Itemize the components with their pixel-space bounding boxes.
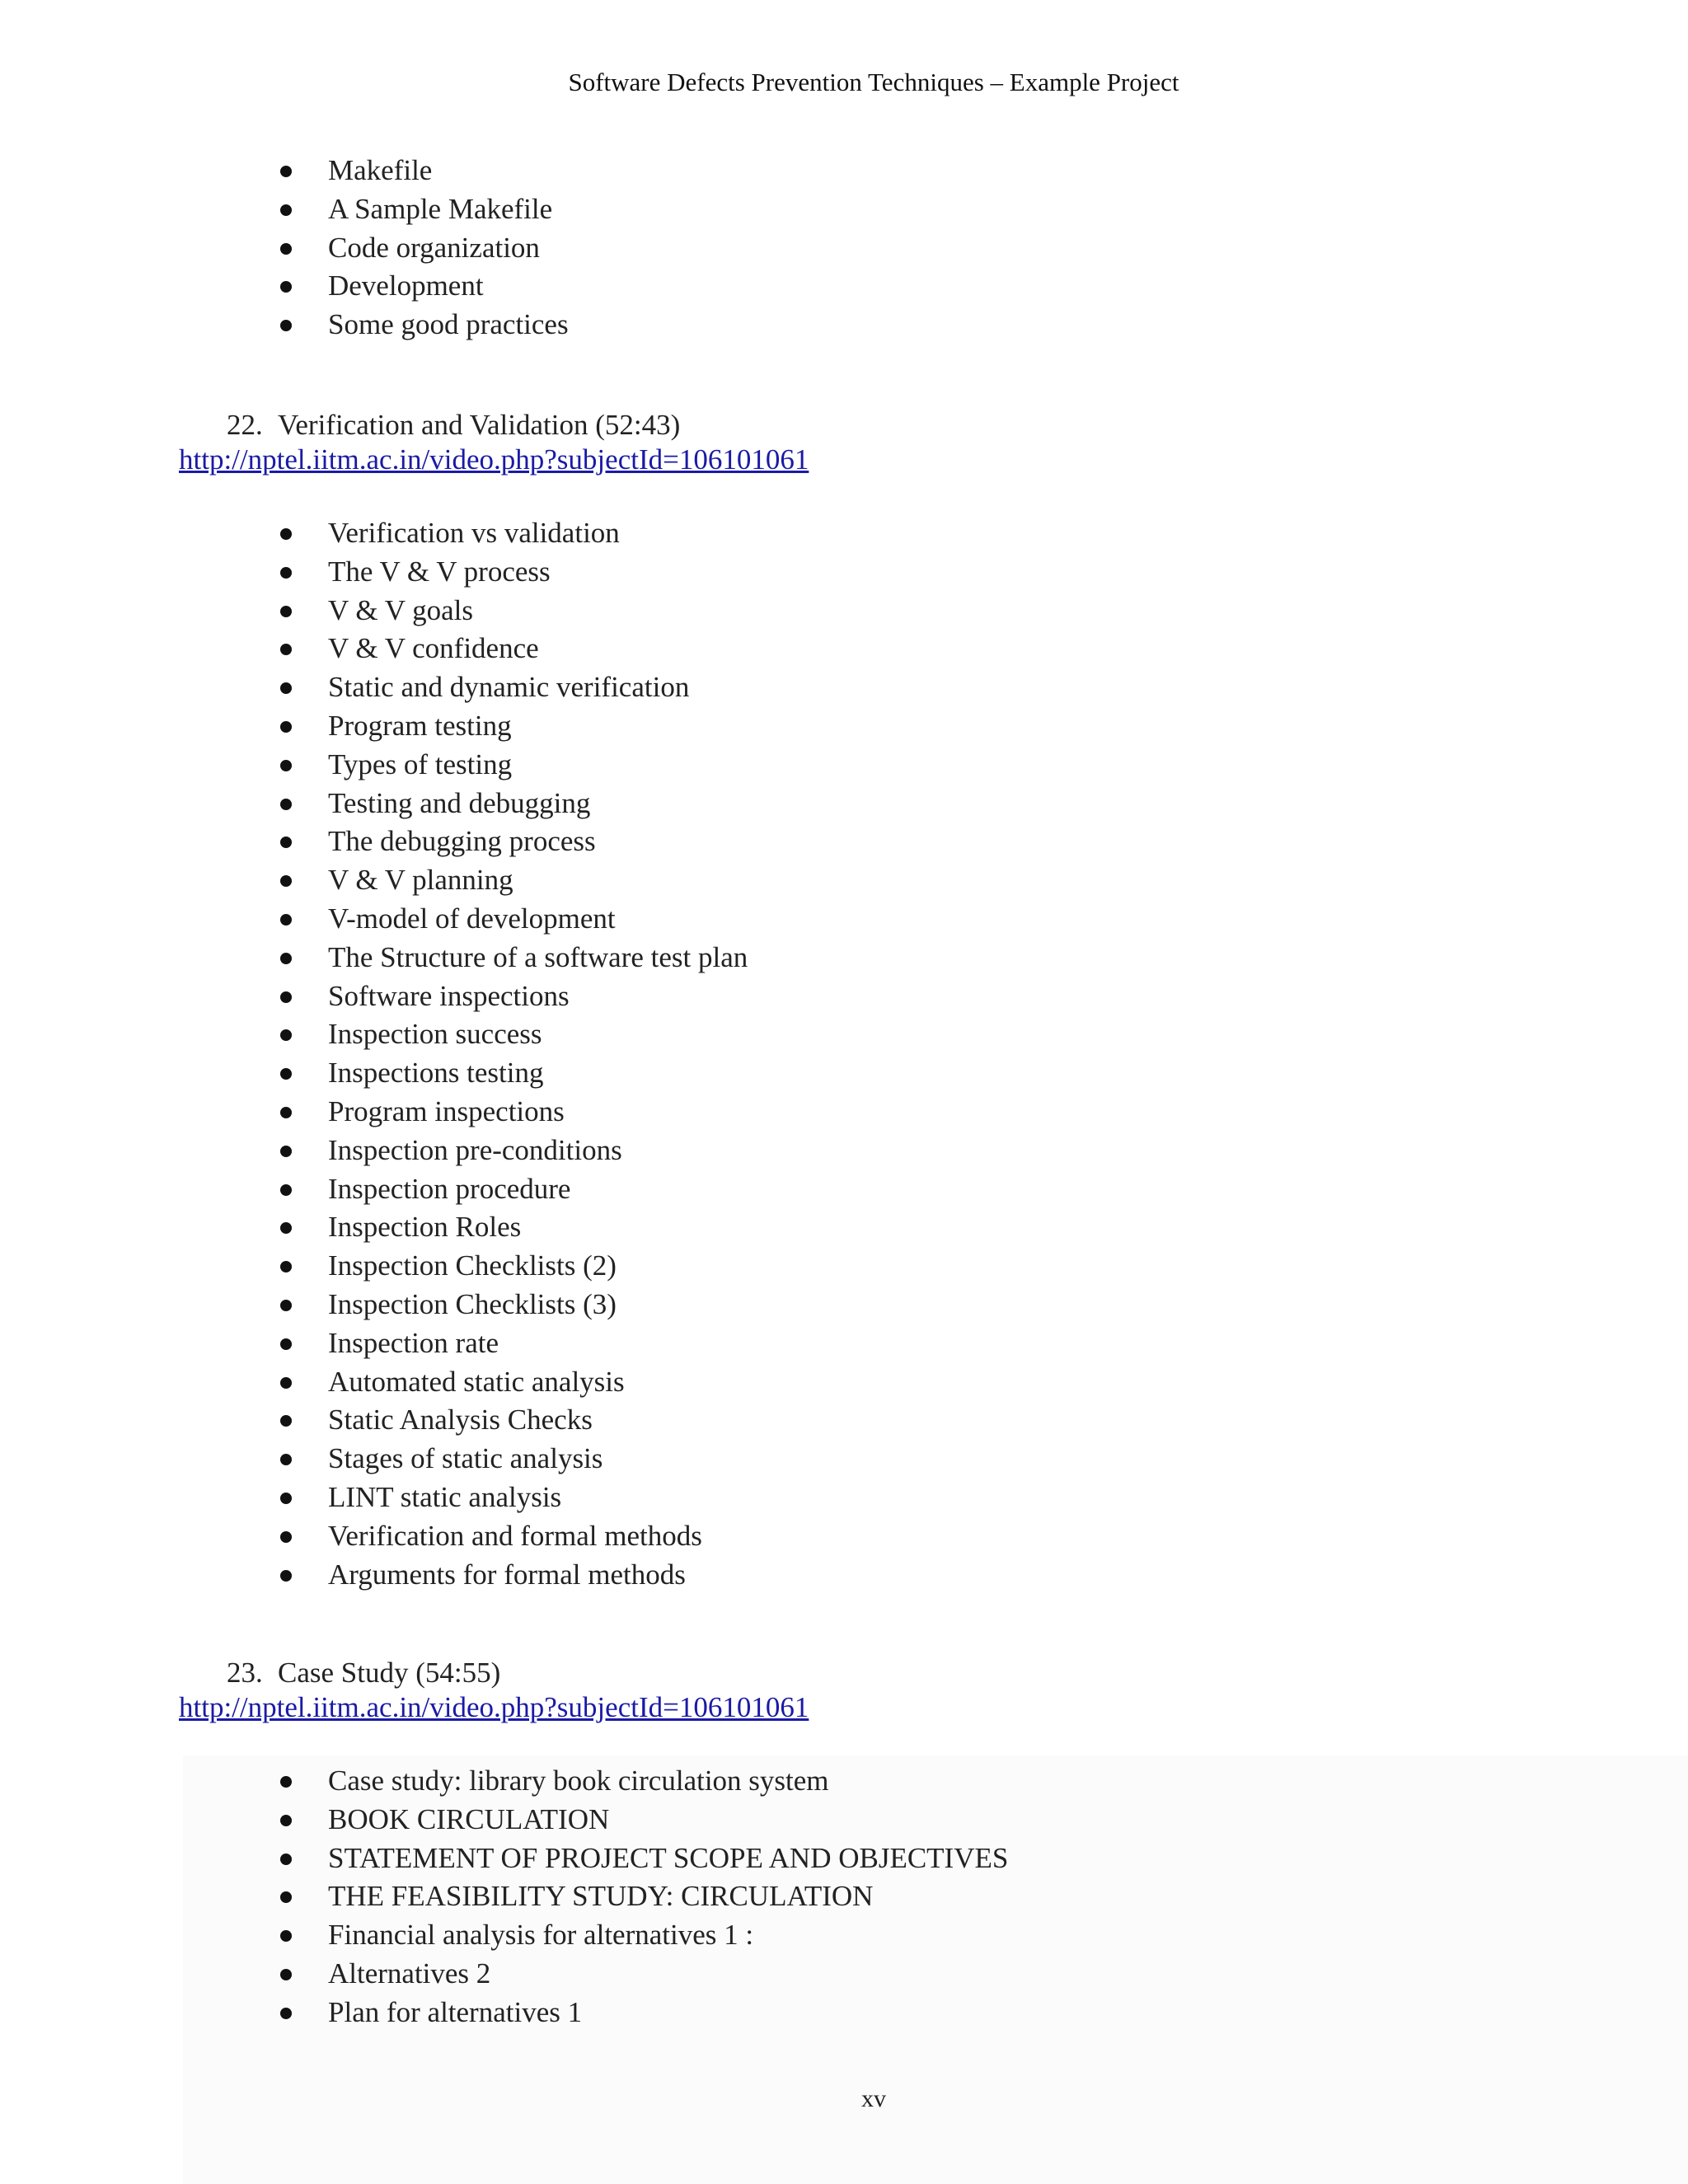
list-item <box>280 1170 748 1209</box>
bullet-icon <box>280 991 292 1003</box>
list-item-text: V & V goals <box>328 593 474 626</box>
bullet-icon <box>280 953 292 964</box>
bullet-icon <box>280 1377 292 1389</box>
list-item <box>280 823 748 861</box>
bullet-icon <box>280 914 292 926</box>
list-item <box>280 1517 748 1556</box>
list-item <box>280 1955 1008 1994</box>
bullet-icon <box>280 1184 292 1196</box>
bullet-icon <box>280 1493 292 1504</box>
list-item-text: Arguments for formal methods <box>328 1558 686 1591</box>
bullet-icon <box>280 1415 292 1427</box>
bullet-icon <box>280 1930 292 1942</box>
bullet-icon <box>280 1531 292 1543</box>
list-item-text: Software inspections <box>328 979 570 1012</box>
list-item-text: Verification vs validation <box>328 517 620 549</box>
section-23-topic-list <box>280 1762 1008 2032</box>
bullet-icon <box>280 721 292 733</box>
bullet-icon <box>280 204 292 216</box>
list-item-text: Program inspections <box>328 1094 565 1127</box>
list-item <box>280 1840 1008 1878</box>
bullet-icon <box>280 166 292 177</box>
list-item <box>280 1762 1008 1801</box>
list-item <box>280 152 569 190</box>
list-item-text: Static and dynamic verification <box>328 671 690 704</box>
bullet-icon <box>280 2008 292 2019</box>
list-item <box>280 785 748 823</box>
list-item <box>280 267 569 306</box>
list-item <box>280 1015 748 1054</box>
list-item-text: STATEMENT OF PROJECT SCOPE AND OBJECTIVES <box>328 1841 1009 1874</box>
list-item <box>280 1994 1008 2032</box>
bullet-icon <box>280 528 292 540</box>
list-item-text: Code organization <box>328 231 540 264</box>
list-item <box>280 900 748 939</box>
list-item <box>280 1801 1008 1840</box>
list-item-text: Testing and debugging <box>328 786 591 819</box>
list-item-text: Inspection success <box>328 1018 542 1051</box>
bullet-icon <box>280 1454 292 1465</box>
list-item-text: V & V confidence <box>328 632 539 665</box>
list-item-text: The debugging process <box>328 825 596 858</box>
bullet-icon <box>280 1570 292 1582</box>
list-item-text: THE FEASIBILITY STUDY: CIRCULATION <box>328 1880 874 1913</box>
bullet-icon <box>280 1107 292 1118</box>
list-item <box>280 861 748 900</box>
section-number: 22. <box>227 409 263 441</box>
section-23-heading <box>227 1657 500 1690</box>
list-item <box>280 1479 748 1517</box>
bullet-icon <box>280 799 292 810</box>
bullet-icon <box>280 760 292 771</box>
list-item <box>280 1247 748 1286</box>
page-header: Software Defects Prevention Techniques – Example Project <box>568 68 1179 96</box>
list-item <box>280 1132 748 1170</box>
bullet-icon <box>280 1300 292 1311</box>
list-item <box>280 1286 748 1324</box>
bullet-icon <box>280 1146 292 1157</box>
bullet-icon <box>280 1029 292 1041</box>
section-number: 23. <box>227 1657 263 1689</box>
list-item-text: The V & V process <box>328 555 551 588</box>
list-item-text: Some good practices <box>328 308 569 341</box>
list-item <box>280 229 569 268</box>
bullet-icon <box>280 1261 292 1272</box>
list-item <box>280 514 748 553</box>
list-item-text: Inspection Checklists (2) <box>328 1249 617 1282</box>
list-item-text: Plan for alternatives 1 <box>328 1995 583 2028</box>
bullet-icon <box>280 1969 292 1980</box>
section-title: Verification and Validation (52:43) <box>278 409 681 441</box>
list-item <box>280 630 748 668</box>
list-item <box>280 1093 748 1132</box>
list-item <box>280 1877 1008 1916</box>
list-item <box>280 1440 748 1479</box>
list-item-text: Program testing <box>328 709 512 742</box>
list-item-text: Inspection procedure <box>328 1172 571 1205</box>
section-22-video-link[interactable]: http://nptel.iitm.ac.in/video.php?subjectId=106101061 <box>179 443 809 476</box>
bullet-icon <box>280 837 292 848</box>
page-number: xv <box>861 2085 886 2112</box>
list-item-text: V & V planning <box>328 864 513 897</box>
bullet-icon <box>280 1854 292 1865</box>
intro-bullet-list <box>280 152 569 344</box>
bullet-icon <box>280 1222 292 1234</box>
bullet-icon <box>280 1776 292 1788</box>
bullet-icon <box>280 644 292 655</box>
section-22-topic-list <box>280 514 748 1594</box>
list-item-text: Verification and formal methods <box>328 1519 702 1552</box>
list-item <box>280 553 748 592</box>
list-item <box>280 668 748 707</box>
list-item <box>280 977 748 1016</box>
list-item <box>280 306 569 344</box>
list-item-text: LINT static analysis <box>328 1480 562 1513</box>
list-item-text: V-model of development <box>328 902 616 935</box>
bullet-icon <box>280 567 292 579</box>
list-item <box>280 1401 748 1440</box>
list-item <box>280 190 569 229</box>
section-22-heading <box>227 409 680 442</box>
list-item-text: Inspection Roles <box>328 1211 522 1244</box>
list-item <box>280 1916 1008 1955</box>
list-item <box>280 592 748 630</box>
list-item-text: Automated static analysis <box>328 1365 625 1398</box>
list-item <box>280 746 748 785</box>
section-23-video-link[interactable]: http://nptel.iitm.ac.in/video.php?subjectId=106101061 <box>179 1691 809 1723</box>
list-item-text: Types of testing <box>328 748 513 780</box>
list-item-text: Makefile <box>328 154 433 186</box>
list-item <box>280 939 748 977</box>
list-item-text: Case study: library book circulation system <box>328 1765 829 1797</box>
bullet-icon <box>280 1891 292 1903</box>
list-item-text: A Sample Makefile <box>328 192 553 225</box>
list-item <box>280 1208 748 1247</box>
bullet-icon <box>280 243 292 255</box>
list-item-text: Inspection rate <box>328 1326 499 1359</box>
bullet-icon <box>280 320 292 331</box>
list-item-text: Static Analysis Checks <box>328 1404 593 1436</box>
list-item-text: The Structure of a software test plan <box>328 940 748 973</box>
list-item-text: Inspections testing <box>328 1057 544 1090</box>
list-item <box>280 1324 748 1363</box>
list-item-text: Stages of static analysis <box>328 1442 603 1475</box>
bullet-icon <box>280 1338 292 1350</box>
list-item-text: Financial analysis for alternatives 1 : <box>328 1919 754 1952</box>
bullet-icon <box>280 1815 292 1826</box>
list-item <box>280 1363 748 1402</box>
list-item-text: BOOK CIRCULATION <box>328 1802 610 1835</box>
bullet-icon <box>280 1068 292 1080</box>
list-item <box>280 1556 748 1595</box>
list-item <box>280 1054 748 1093</box>
bullet-icon <box>280 606 292 617</box>
bullet-icon <box>280 875 292 887</box>
list-item-text: Development <box>328 269 484 302</box>
bullet-icon <box>280 682 292 694</box>
list-item-text: Alternatives 2 <box>328 1957 491 1990</box>
list-item <box>280 707 748 746</box>
list-item-text: Inspection Checklists (3) <box>328 1287 617 1320</box>
list-item-text: Inspection pre-conditions <box>328 1133 622 1166</box>
section-title: Case Study (54:55) <box>278 1657 501 1689</box>
bullet-icon <box>280 281 292 293</box>
